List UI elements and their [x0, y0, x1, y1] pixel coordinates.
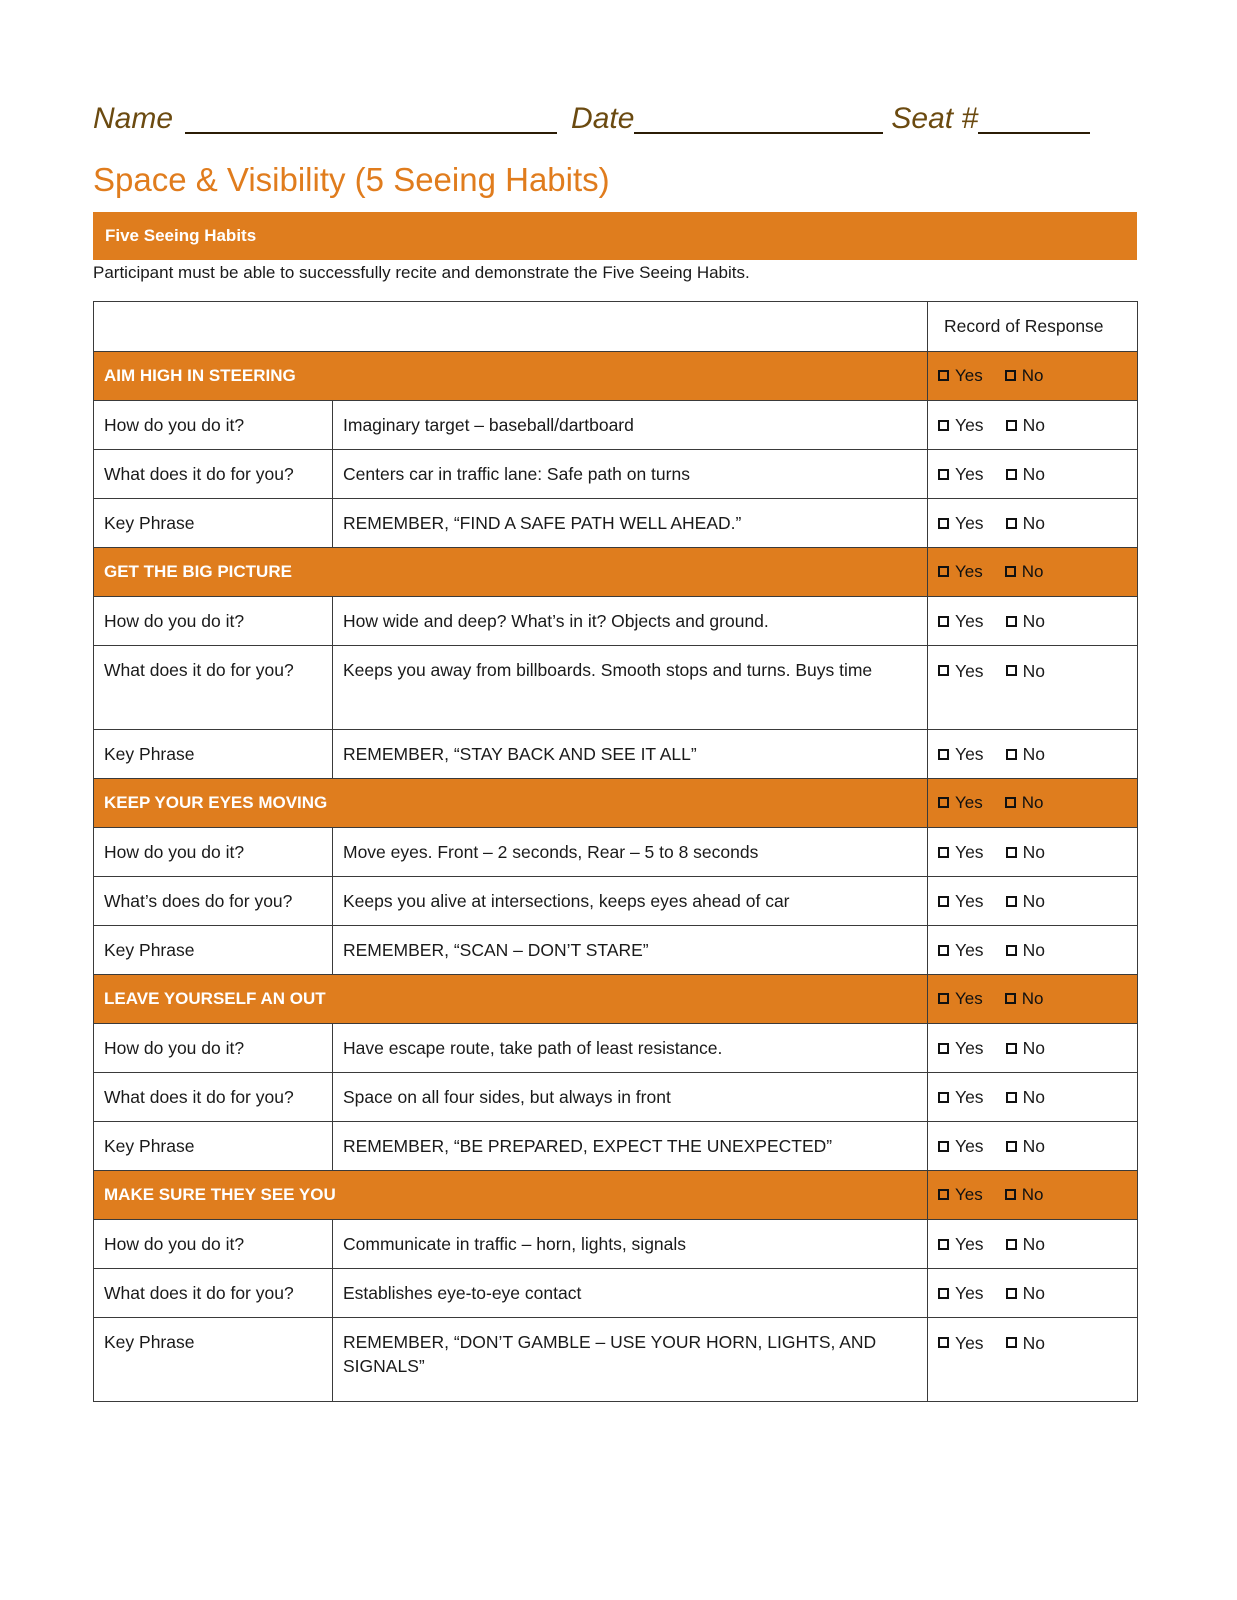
no-label: No: [1022, 1086, 1045, 1107]
no-label: No: [1022, 939, 1045, 960]
no-label: No: [1022, 512, 1045, 533]
response-cell: [928, 499, 1138, 548]
response-cell: [928, 352, 1138, 401]
yes-label: Yes: [955, 660, 984, 681]
yes-checkbox[interactable]: [938, 1092, 949, 1103]
response-cell: [928, 450, 1138, 499]
table-row: [94, 1024, 1138, 1073]
response-cell: [928, 877, 1138, 926]
seat-field[interactable]: [978, 102, 1090, 134]
no-label: No: [1022, 1233, 1045, 1254]
answer-cell: Space on all four sides, but always in front: [333, 1073, 928, 1122]
date-field[interactable]: [634, 102, 883, 134]
no-label: No: [1022, 1037, 1045, 1058]
section-banner: Five Seeing Habits: [93, 212, 1137, 260]
no-checkbox[interactable]: [1006, 1239, 1017, 1250]
no-checkbox[interactable]: [1006, 616, 1017, 627]
yes-label: Yes: [955, 1184, 983, 1204]
habit-section-row: [94, 779, 1138, 828]
yes-checkbox[interactable]: [938, 847, 949, 858]
no-label: No: [1022, 743, 1045, 764]
no-checkbox[interactable]: [1006, 1337, 1017, 1348]
yes-label: Yes: [955, 512, 984, 533]
question-cell: How do you do it?: [94, 1220, 333, 1269]
yes-no-options: [938, 842, 1045, 863]
no-label: No: [1021, 1184, 1044, 1204]
yes-no-options: [938, 611, 1045, 632]
yes-no-options: [938, 744, 1045, 765]
no-checkbox[interactable]: [1006, 1288, 1017, 1299]
response-cell: [928, 1220, 1138, 1269]
question-cell: What does it do for you?: [94, 1073, 333, 1122]
yes-checkbox[interactable]: [938, 993, 949, 1004]
yes-label: Yes: [955, 463, 984, 484]
no-label: No: [1021, 561, 1044, 581]
answer-cell: REMEMBER, “SCAN – DON’T STARE”: [333, 926, 928, 975]
yes-no-options: [938, 989, 1043, 1009]
yes-no-options: [938, 659, 1045, 683]
table-row: [94, 646, 1138, 730]
habit-title: GET THE BIG PICTURE: [94, 548, 928, 597]
no-label: No: [1022, 414, 1045, 435]
answer-cell: Have escape route, take path of least resistance.: [333, 1024, 928, 1073]
yes-checkbox[interactable]: [938, 945, 949, 956]
response-cell: [928, 926, 1138, 975]
answer-cell: Communicate in traffic – horn, lights, signals: [333, 1220, 928, 1269]
answer-cell: Move eyes. Front – 2 seconds, Rear – 5 to 8 seconds: [333, 828, 928, 877]
answer-cell: Keeps you away from billboards. Smooth stops and turns. Buys time: [333, 646, 928, 730]
answer-cell: How wide and deep? What’s in it? Objects and ground.: [333, 597, 928, 646]
yes-no-options: [938, 464, 1045, 485]
yes-label: Yes: [955, 1135, 984, 1156]
answer-cell: REMEMBER, “STAY BACK AND SEE IT ALL”: [333, 730, 928, 779]
answer-cell: Keeps you alive at intersections, keeps eyes ahead of car: [333, 877, 928, 926]
response-cell: [928, 646, 1138, 730]
name-field[interactable]: [185, 102, 557, 134]
no-checkbox[interactable]: [1006, 896, 1017, 907]
yes-no-options: [938, 1185, 1043, 1205]
no-label: No: [1022, 841, 1045, 862]
yes-checkbox[interactable]: [938, 1288, 949, 1299]
yes-label: Yes: [955, 610, 984, 631]
question-cell: How do you do it?: [94, 1024, 333, 1073]
yes-checkbox[interactable]: [938, 566, 949, 577]
no-checkbox[interactable]: [1006, 1141, 1017, 1152]
no-label: No: [1021, 365, 1044, 385]
table-row: [94, 499, 1138, 548]
response-cell: [928, 597, 1138, 646]
yes-label: Yes: [955, 841, 984, 862]
question-cell: How do you do it?: [94, 401, 333, 450]
response-cell: [928, 401, 1138, 450]
no-label: No: [1022, 660, 1045, 681]
no-label: No: [1022, 890, 1045, 911]
yes-label: Yes: [955, 890, 984, 911]
habit-title: AIM HIGH IN STEERING: [94, 352, 928, 401]
intro-text: Participant must be able to successfully recite and demonstrate the Five Seeing Habits.: [93, 263, 750, 282]
yes-label: Yes: [955, 561, 983, 581]
yes-label: Yes: [955, 792, 983, 812]
question-cell: Key Phrase: [94, 730, 333, 779]
table-row: [94, 1073, 1138, 1122]
date-label: Date: [571, 102, 635, 135]
question-cell: How do you do it?: [94, 597, 333, 646]
yes-checkbox[interactable]: [938, 1239, 949, 1250]
yes-checkbox[interactable]: [938, 1189, 949, 1200]
yes-checkbox[interactable]: [938, 370, 949, 381]
answer-cell: Establishes eye-to-eye contact: [333, 1269, 928, 1318]
no-checkbox[interactable]: [1006, 945, 1017, 956]
no-checkbox[interactable]: [1005, 566, 1016, 577]
yes-checkbox[interactable]: [938, 469, 949, 480]
no-checkbox[interactable]: [1006, 518, 1017, 529]
response-cell: [928, 1122, 1138, 1171]
no-label: No: [1022, 1282, 1045, 1303]
no-label: No: [1022, 610, 1045, 631]
worksheet-page: [93, 96, 1137, 1402]
question-cell: What’s does do for you?: [94, 877, 333, 926]
yes-no-options: [938, 1331, 1045, 1355]
table-row: [94, 450, 1138, 499]
response-cell: [928, 1269, 1138, 1318]
table-row: [94, 1269, 1138, 1318]
response-cell: [928, 828, 1138, 877]
yes-checkbox[interactable]: [938, 420, 949, 431]
question-cell: What does it do for you?: [94, 1269, 333, 1318]
yes-no-options: [938, 940, 1045, 961]
no-label: No: [1021, 988, 1044, 1008]
yes-no-options: [938, 415, 1045, 436]
no-checkbox[interactable]: [1006, 749, 1017, 760]
habits-table: [93, 301, 1138, 1402]
no-checkbox[interactable]: [1006, 847, 1017, 858]
answer-cell: Centers car in traffic lane: Safe path on turns: [333, 450, 928, 499]
yes-checkbox[interactable]: [938, 665, 949, 676]
habit-title: KEEP YOUR EYES MOVING: [94, 779, 928, 828]
header-fields: [93, 96, 1137, 136]
table-row: [94, 401, 1138, 450]
response-cell: [928, 1024, 1138, 1073]
yes-no-options: [938, 562, 1043, 582]
habit-title: MAKE SURE THEY SEE YOU: [94, 1171, 928, 1220]
question-cell: Key Phrase: [94, 499, 333, 548]
page-title: Space & Visibility (5 Seeing Habits): [93, 161, 610, 198]
no-label: No: [1022, 1135, 1045, 1156]
yes-no-options: [938, 1136, 1045, 1157]
response-cell: [928, 1171, 1138, 1220]
table-row: [94, 1122, 1138, 1171]
yes-label: Yes: [955, 1037, 984, 1058]
no-checkbox[interactable]: [1005, 370, 1016, 381]
no-checkbox[interactable]: [1006, 1043, 1017, 1054]
no-checkbox[interactable]: [1006, 469, 1017, 480]
yes-no-options: [938, 1038, 1045, 1059]
name-label: Name: [93, 102, 174, 135]
question-cell: What does it do for you?: [94, 646, 333, 730]
answer-cell: REMEMBER, “FIND A SAFE PATH WELL AHEAD.”: [333, 499, 928, 548]
yes-no-options: [938, 793, 1043, 813]
habit-title: LEAVE YOURSELF AN OUT: [94, 975, 928, 1024]
answer-cell: Imaginary target – baseball/dartboard: [333, 401, 928, 450]
yes-no-options: [938, 366, 1043, 386]
table-row: [94, 1220, 1138, 1269]
response-cell: [928, 779, 1138, 828]
yes-checkbox[interactable]: [938, 518, 949, 529]
table-row: [94, 926, 1138, 975]
yes-checkbox[interactable]: [938, 749, 949, 760]
no-checkbox[interactable]: [1005, 993, 1016, 1004]
yes-checkbox[interactable]: [938, 1141, 949, 1152]
no-checkbox[interactable]: [1006, 665, 1017, 676]
table-row: [94, 1318, 1138, 1402]
question-cell: How do you do it?: [94, 828, 333, 877]
yes-no-options: [938, 513, 1045, 534]
response-cell: [928, 730, 1138, 779]
yes-checkbox[interactable]: [938, 1337, 949, 1348]
yes-label: Yes: [955, 1233, 984, 1254]
no-checkbox[interactable]: [1005, 1189, 1016, 1200]
yes-label: Yes: [955, 988, 983, 1008]
response-cell: [928, 1318, 1138, 1402]
question-cell: What does it do for you?: [94, 450, 333, 499]
question-cell: Key Phrase: [94, 926, 333, 975]
yes-no-options: [938, 891, 1045, 912]
no-label: No: [1022, 463, 1045, 484]
answer-cell: REMEMBER, “BE PREPARED, EXPECT THE UNEXPECTED”: [333, 1122, 928, 1171]
yes-label: Yes: [955, 414, 984, 435]
no-checkbox[interactable]: [1005, 797, 1016, 808]
response-header: Record of Response: [928, 302, 1138, 352]
table-row: [94, 877, 1138, 926]
yes-checkbox[interactable]: [938, 797, 949, 808]
habit-section-row: [94, 975, 1138, 1024]
yes-no-options: [938, 1087, 1045, 1108]
table-row: [94, 730, 1138, 779]
header-empty-cell: [94, 302, 928, 352]
table-row: [94, 597, 1138, 646]
habit-section-row: [94, 548, 1138, 597]
yes-checkbox[interactable]: [938, 1043, 949, 1054]
yes-label: Yes: [955, 743, 984, 764]
seat-label: Seat #: [891, 102, 979, 135]
yes-label: Yes: [955, 939, 984, 960]
habit-section-row: [94, 352, 1138, 401]
response-cell: [928, 975, 1138, 1024]
yes-no-options: [938, 1283, 1045, 1304]
no-checkbox[interactable]: [1006, 420, 1017, 431]
answer-cell: REMEMBER, “DON’T GAMBLE – USE YOUR HORN, LIGHTS, AND SIGNALS”: [333, 1318, 928, 1402]
yes-no-options: [938, 1234, 1045, 1255]
no-label: No: [1022, 1332, 1045, 1353]
no-checkbox[interactable]: [1006, 1092, 1017, 1103]
yes-label: Yes: [955, 1282, 984, 1303]
question-cell: Key Phrase: [94, 1318, 333, 1402]
table-header-row: [94, 302, 1138, 352]
question-cell: Key Phrase: [94, 1122, 333, 1171]
habit-section-row: [94, 1171, 1138, 1220]
yes-label: Yes: [955, 1332, 984, 1353]
table-row: [94, 828, 1138, 877]
yes-checkbox[interactable]: [938, 616, 949, 627]
yes-label: Yes: [955, 365, 983, 385]
response-cell: [928, 548, 1138, 597]
no-label: No: [1021, 792, 1044, 812]
yes-label: Yes: [955, 1086, 984, 1107]
response-cell: [928, 1073, 1138, 1122]
yes-checkbox[interactable]: [938, 896, 949, 907]
